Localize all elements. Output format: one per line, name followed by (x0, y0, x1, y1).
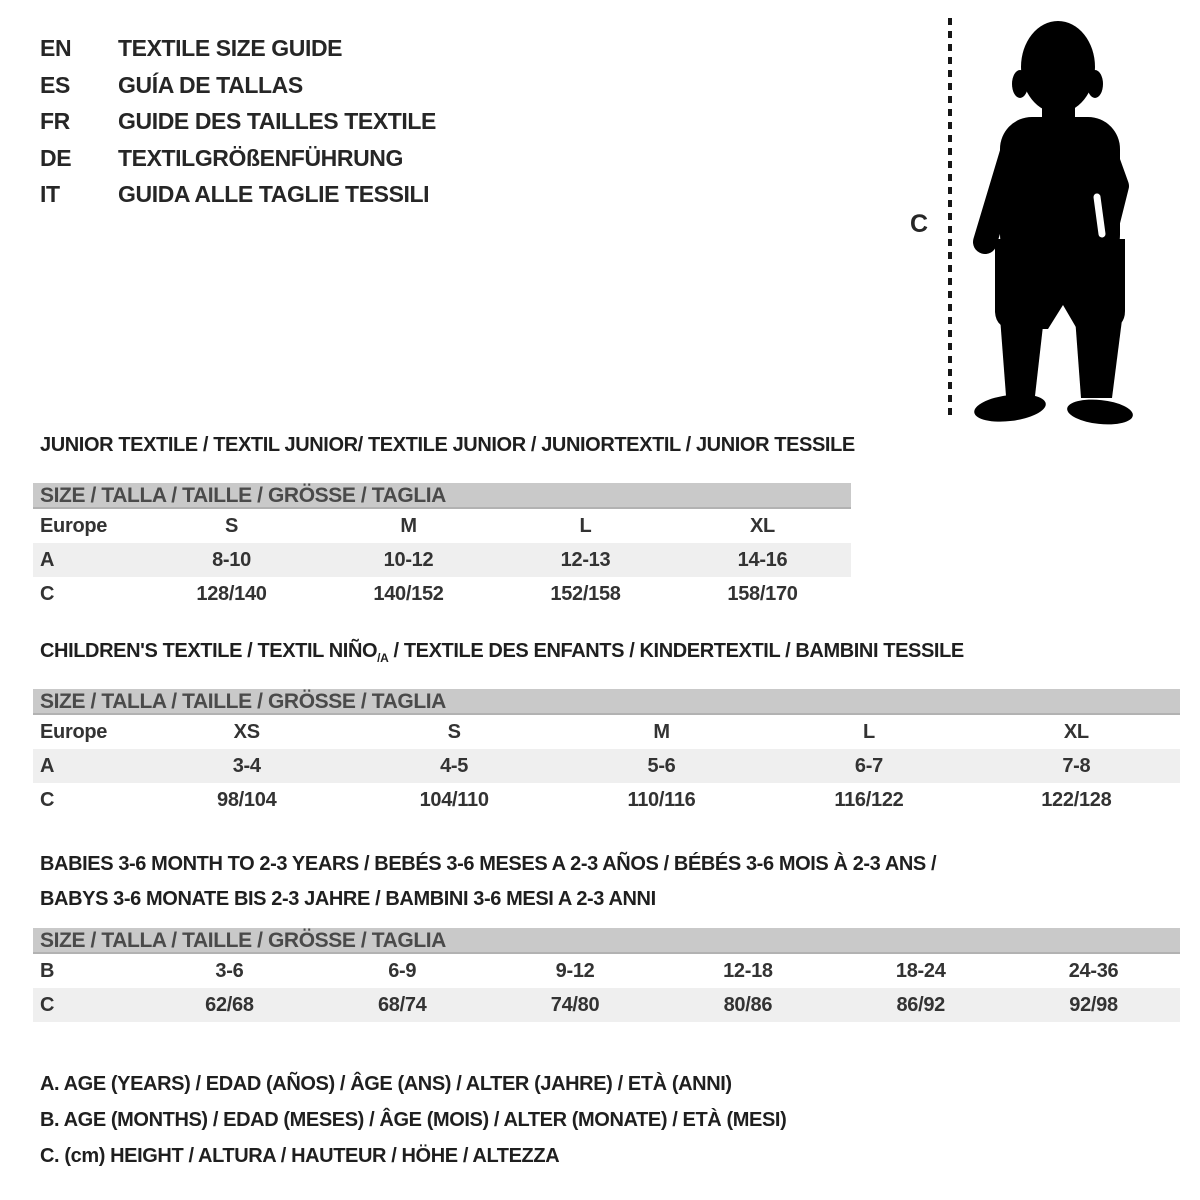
table-cell: 128/140 (196, 582, 267, 605)
table-cell: 68/74 (377, 993, 427, 1016)
language-code: DE (40, 144, 72, 171)
section-title-junior (40, 433, 855, 457)
table-cell: 5-6 (647, 754, 676, 777)
section-title-line (40, 882, 1180, 917)
language-row (40, 103, 436, 140)
section-title-text: / TEXTILE DES ENFANTS / KINDERTEXTIL / BAMBINI TESSILE (388, 640, 964, 662)
section-junior (33, 433, 855, 605)
size-table-body (33, 509, 851, 611)
height-measure-label: C (910, 210, 928, 238)
table-cell: XL (750, 514, 775, 537)
section-title-babies (40, 847, 1180, 917)
row-label: C (40, 582, 55, 605)
language-code: IT (40, 181, 60, 207)
section-title-text: BABYS 3-6 MONATE BIS 2-3 JAHRE / BAMBINI 3-6 MESI A 2-3 ANNI (40, 888, 656, 910)
row-label: B (40, 959, 55, 982)
height-dashed-line (948, 18, 952, 420)
table-cell: 4-5 (440, 754, 469, 777)
table-cell: 122/128 (1041, 788, 1112, 811)
language-label: TEXTILE SIZE GUIDE (118, 35, 343, 61)
table-cell: 110/116 (627, 788, 696, 811)
legend (40, 1066, 786, 1174)
table-row-europe (33, 509, 851, 543)
section-children (33, 639, 1180, 811)
table-cell: 104/110 (419, 788, 489, 811)
size-table-header: SIZE / TALLA / TAILLE / GRÖSSE / TAGLIA (33, 483, 851, 509)
table-cell: 92/98 (1069, 993, 1118, 1016)
size-table-junior (33, 483, 851, 611)
language-label: TEXTILGRÖßENFÜHRUNG (118, 144, 403, 171)
legend-line: C. (cm) HEIGHT / ALTURA / HAUTEUR / HÖHE / ALTEZZA (40, 1145, 560, 1167)
table-cell: 14-16 (737, 548, 788, 571)
row-label: A (40, 548, 55, 571)
table-cell: 116/122 (834, 788, 904, 811)
section-babies (33, 847, 1180, 1016)
section-title-line (40, 433, 855, 457)
size-table-body (33, 715, 1180, 817)
size-table-children (33, 689, 1180, 817)
table-cell: 18-24 (895, 959, 946, 982)
table-cell: 158/170 (727, 582, 798, 605)
language-code: FR (40, 108, 70, 134)
language-row (40, 30, 436, 67)
language-row (40, 140, 436, 177)
row-label: Europe (40, 720, 108, 743)
section-title-line (40, 847, 1180, 882)
language-label: GUIDA ALLE TAGLIE TESSILI (118, 181, 430, 207)
table-cell: 24-36 (1068, 959, 1119, 982)
table-cell: 140/152 (373, 582, 444, 605)
table-row-c (33, 783, 1180, 817)
table-row-b (33, 954, 1180, 988)
row-label: A (40, 754, 55, 777)
table-cell: 74/80 (550, 993, 600, 1016)
section-title-text: /A (377, 651, 389, 665)
table-row-c (33, 988, 1180, 1022)
table-cell: XS (233, 720, 260, 743)
language-code: EN (40, 35, 72, 61)
section-title-children (40, 639, 1180, 670)
row-label: Europe (40, 514, 108, 537)
table-cell: 3-4 (232, 754, 261, 777)
table-cell: 152/158 (550, 582, 621, 605)
table-cell: M (400, 514, 417, 537)
table-cell: 12-13 (560, 548, 611, 571)
language-row (40, 176, 436, 213)
table-row-c (33, 577, 851, 611)
table-cell: 62/68 (205, 993, 254, 1016)
language-code: ES (40, 71, 70, 98)
table-cell: XL (1063, 720, 1089, 743)
table-row-a (33, 543, 851, 577)
language-label: GUIDE DES TAILLES TEXTILE (118, 108, 436, 134)
table-cell: M (653, 720, 670, 743)
table-cell: S (224, 514, 239, 537)
section-title-text: JUNIOR TEXTILE / TEXTIL JUNIOR/ TEXTILE JUNIOR / JUNIORTEXTIL / JUNIOR TESSILE (40, 434, 855, 456)
table-row-europe (33, 715, 1180, 749)
table-row-a (33, 749, 1180, 783)
table-cell: 8-10 (212, 548, 251, 571)
size-table-header: SIZE / TALLA / TAILLE / GRÖSSE / TAGLIA (33, 689, 1180, 715)
section-title-text: CHILDREN'S TEXTILE / TEXTIL NIÑO (40, 640, 378, 662)
row-label: C (40, 993, 55, 1016)
section-title-text: BABIES 3-6 MONTH TO 2-3 YEARS / BEBÉS 3-6 MESES A 2-3 AÑOS / BÉBÉS 3-6 MOIS À 2-3 ANS / (40, 853, 937, 875)
table-cell: 86/92 (896, 993, 945, 1016)
table-cell: 9-12 (555, 959, 595, 982)
table-cell: 7-8 (1062, 754, 1091, 777)
toddler-silhouette-icon (960, 14, 1145, 426)
table-cell: L (862, 720, 875, 743)
height-figure (905, 14, 1160, 428)
table-cell: 80/86 (723, 993, 773, 1016)
table-cell: S (447, 720, 461, 743)
row-label: C (40, 788, 55, 811)
table-cell: 12-18 (723, 959, 773, 982)
legend-line: A. AGE (YEARS) / EDAD (AÑOS) / ÂGE (ANS) / ALTER (JAHRE) / ETÀ (ANNI) (40, 1073, 732, 1095)
size-table-babies (33, 928, 1180, 1022)
table-cell: L (579, 514, 592, 537)
size-table-header: SIZE / TALLA / TAILLE / GRÖSSE / TAGLIA (33, 928, 1180, 954)
table-cell: 6-7 (854, 754, 883, 777)
table-cell: 6-9 (388, 959, 417, 982)
language-header (40, 30, 436, 213)
section-title-line (40, 639, 1180, 670)
table-cell: 3-6 (215, 959, 244, 982)
language-label: GUÍA DE TALLAS (118, 71, 303, 98)
language-row (40, 67, 436, 104)
table-cell: 10-12 (383, 548, 434, 571)
size-table-body (33, 954, 1180, 1022)
table-cell: 98/104 (217, 788, 277, 811)
legend-line: B. AGE (MONTHS) / EDAD (MESES) / ÂGE (MOIS) / ALTER (MONATE) / ETÀ (MESI) (40, 1109, 787, 1131)
